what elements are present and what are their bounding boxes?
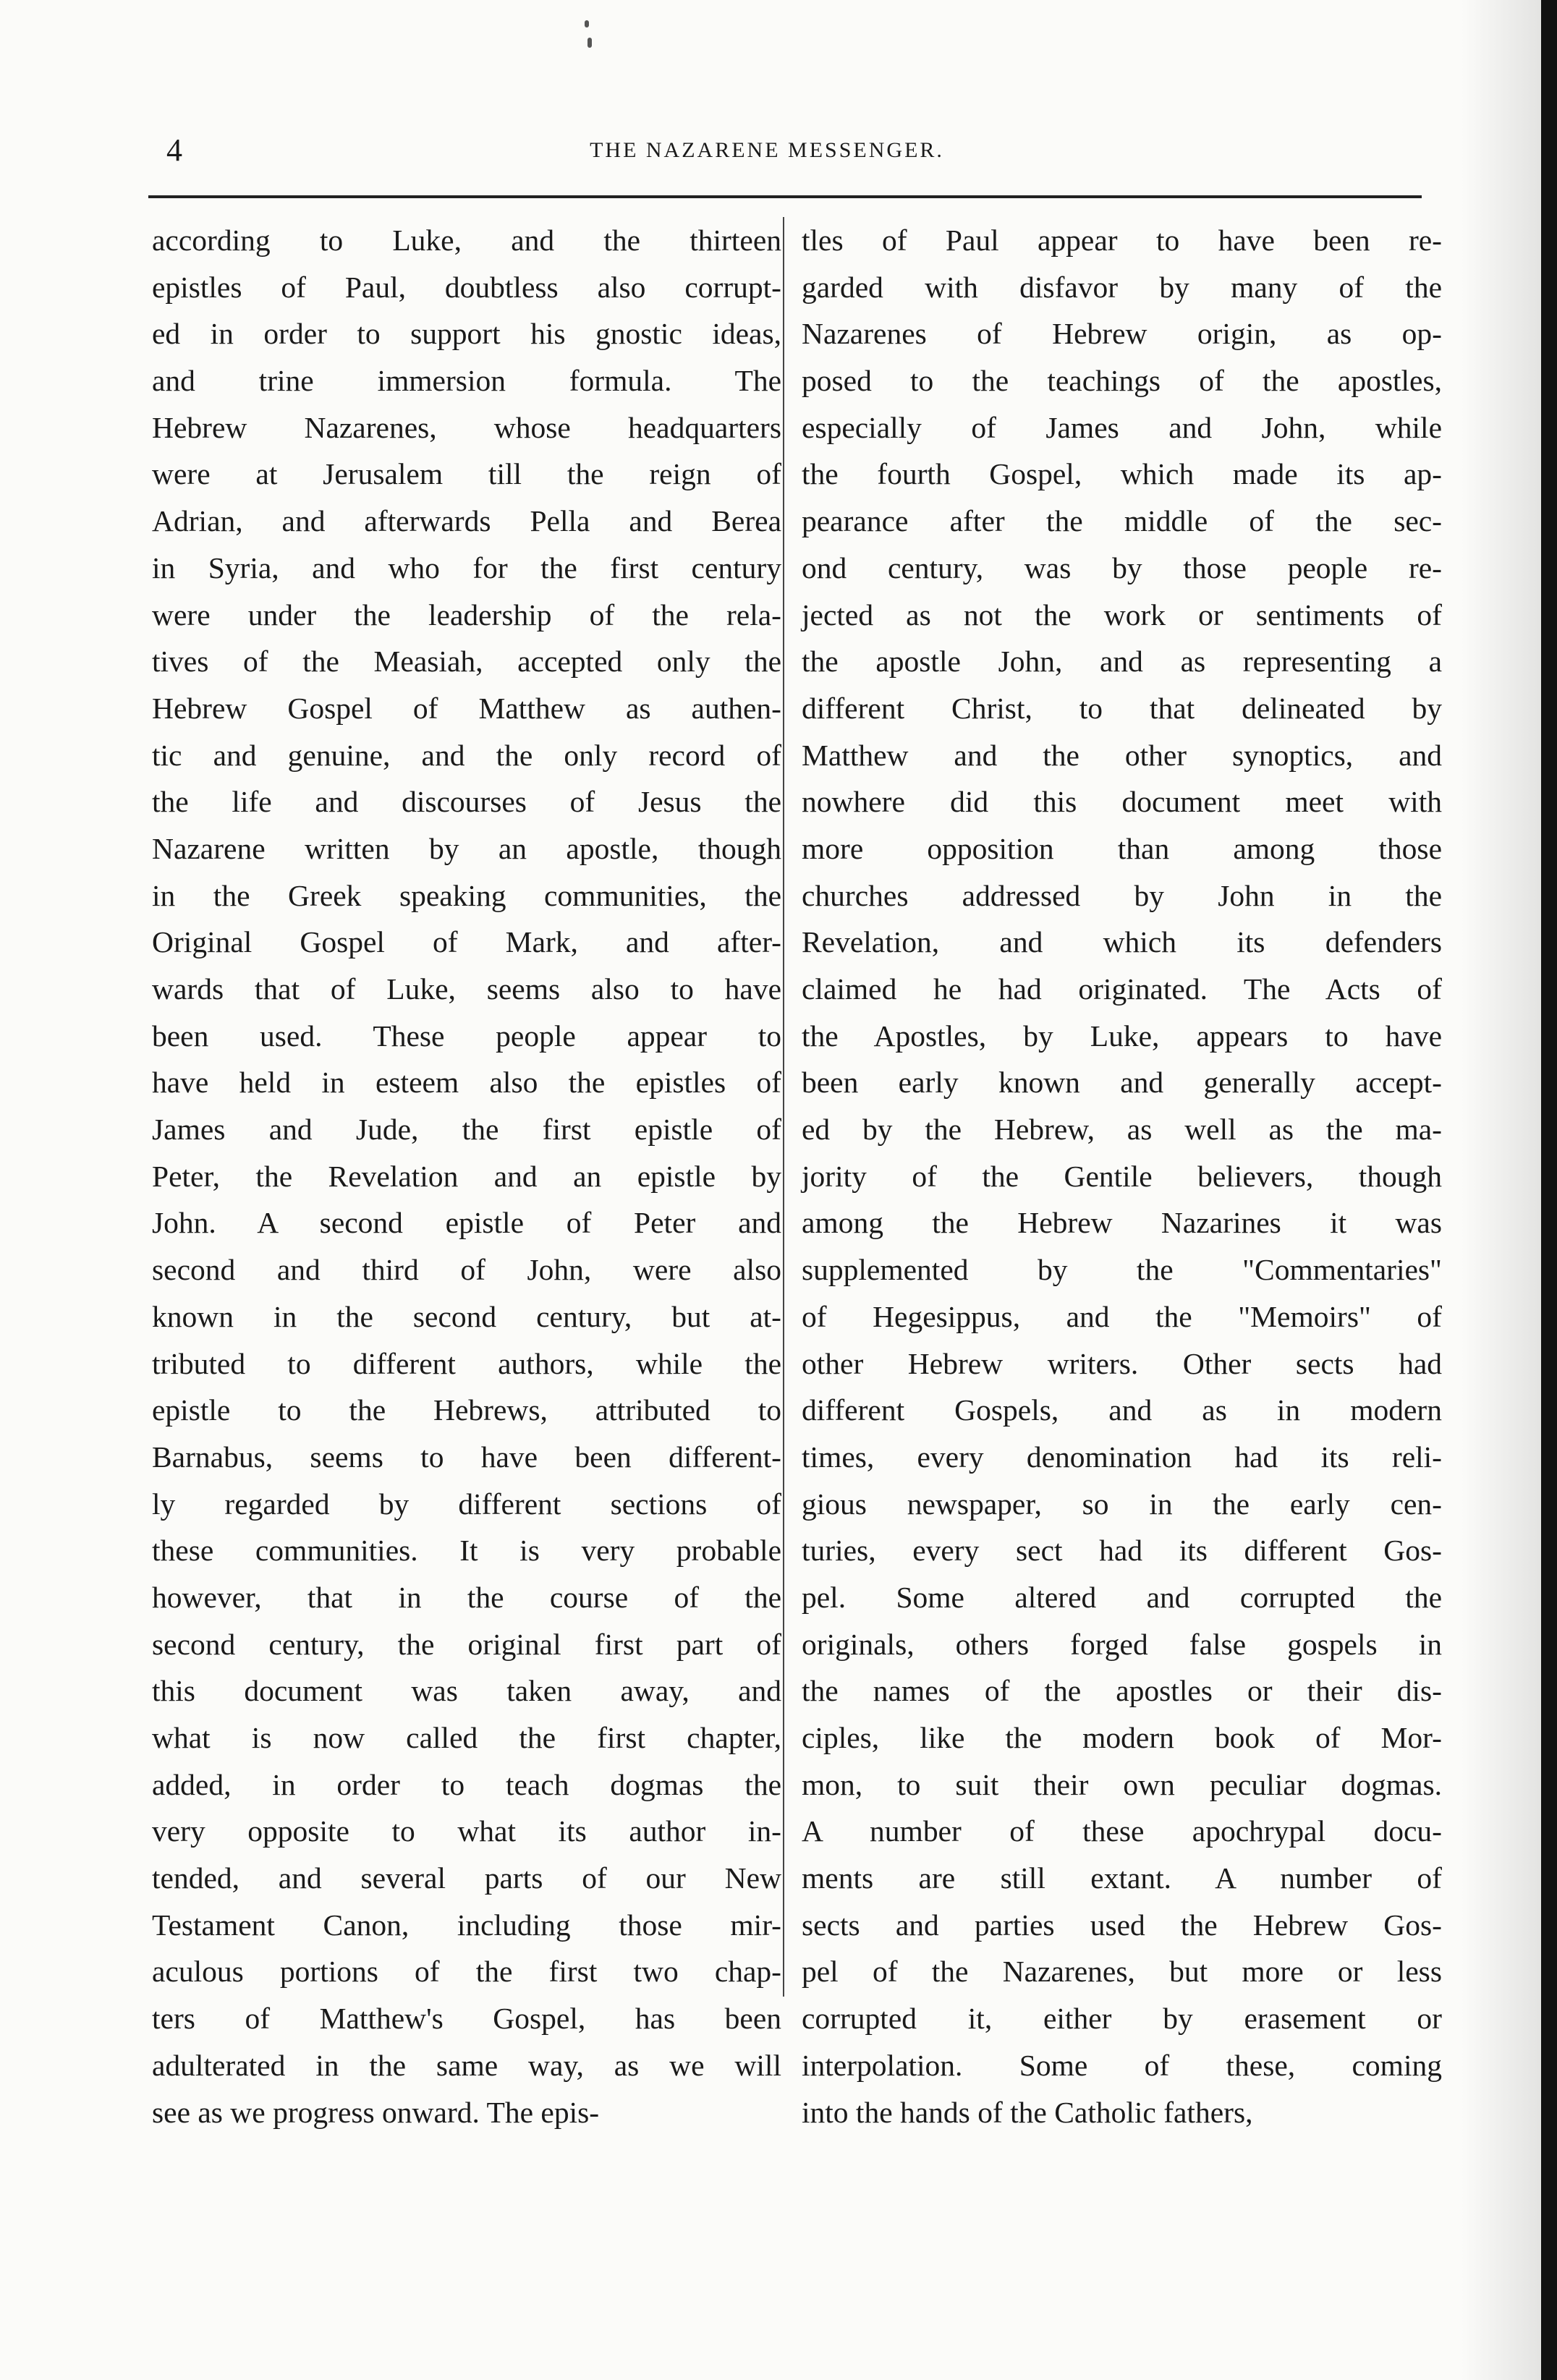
left-column <box>152 217 781 2135</box>
text-line: and trine immersion formula. The <box>152 364 781 398</box>
text-line: Matthew and the other synoptics, and <box>802 738 1442 772</box>
text-line: jority of the Gentile believers, though <box>802 1159 1442 1193</box>
text-line: different Christ, to that delineated by <box>802 691 1442 725</box>
text-line: ciples, like the modern book of Mor- <box>802 1721 1442 1754</box>
text-line: more opposition than among those <box>802 831 1442 865</box>
text-line: sects and parties used the Hebrew Gos- <box>802 1908 1442 1942</box>
right-column <box>802 217 1442 2135</box>
text-line: pearance after the middle of the sec- <box>802 504 1442 538</box>
text-line: pel. Some altered and corrupted the <box>802 1580 1442 1614</box>
text-line: garded with disfavor by many of the <box>802 270 1442 304</box>
text-line: the life and discourses of Jesus the <box>152 785 781 819</box>
text-line: times, every denomination had its reli- <box>802 1440 1442 1474</box>
scan-edge-bar <box>1541 0 1557 2380</box>
text-line: Nazarenes of Hebrew origin, as op- <box>802 317 1442 351</box>
text-line: Barnabus, seems to have been different- <box>152 1440 781 1474</box>
text-line: second and third of John, were also <box>152 1253 781 1287</box>
text-line: Testament Canon, including those mir- <box>152 1908 781 1942</box>
text-line: aculous portions of the first two chap- <box>152 1955 781 1989</box>
text-line: Original Gospel of Mark, and after- <box>152 925 781 959</box>
text-line: wards that of Luke, seems also to have <box>152 972 781 1006</box>
text-line: the Apostles, by Luke, appears to have <box>802 1019 1442 1053</box>
text-line: been early known and generally accept- <box>802 1066 1442 1100</box>
text-line: A number of these apochrypal docu- <box>802 1814 1442 1848</box>
text-line: John. A second epistle of Peter and <box>152 1206 781 1240</box>
text-line: in Syria, and who for the first century <box>152 551 781 585</box>
scan-speck <box>587 38 592 48</box>
text-line: ond century, was by those people re- <box>802 551 1442 585</box>
text-line: tives of the Measiah, accepted only the <box>152 645 781 679</box>
text-line: among the Hebrew Nazarines it was <box>802 1206 1442 1240</box>
text-line: ed in order to support his gnostic ideas, <box>152 317 781 351</box>
text-line: very opposite to what its author in- <box>152 1814 781 1848</box>
text-line: the fourth Gospel, which made its ap- <box>802 457 1442 491</box>
text-line: these communities. It is very probable <box>152 1534 781 1568</box>
text-line: see as we progress onward. The epis- <box>152 2095 600 2129</box>
page-number: 4 <box>166 132 182 168</box>
text-line: posed to the teachings of the apostles, <box>802 364 1442 398</box>
text-line: epistles of Paul, doubtless also corrupt- <box>152 270 781 304</box>
text-line: Adrian, and afterwards Pella and Berea <box>152 504 781 538</box>
text-line: tributed to different authors, while the <box>152 1346 781 1380</box>
text-line: ments are still extant. A number of <box>802 1861 1442 1895</box>
text-line: churches addressed by John in the <box>802 878 1442 912</box>
text-line: James and Jude, the first epistle of <box>152 1113 781 1147</box>
column-divider <box>783 217 784 1997</box>
header-rule <box>148 195 1422 198</box>
text-line: were under the leadership of the rela- <box>152 598 781 632</box>
text-line: interpolation. Some of these, coming <box>802 2048 1442 2082</box>
text-line: ters of Matthew's Gospel, has been <box>152 2002 781 2036</box>
text-line: claimed he had originated. The Acts of <box>802 972 1442 1006</box>
text-line: other Hebrew writers. Other sects had <box>802 1346 1442 1380</box>
text-line: Hebrew Nazarenes, whose headquarters <box>152 410 781 444</box>
text-line: epistle to the Hebrews, attributed to <box>152 1393 781 1427</box>
text-line: different Gospels, and as in modern <box>802 1393 1442 1427</box>
text-line: the names of the apostles or their dis- <box>802 1674 1442 1708</box>
text-line: according to Luke, and the thirteen <box>152 224 781 257</box>
text-line: originals, others forged false gospels in <box>802 1627 1442 1661</box>
text-line: the apostle John, and as representing a <box>802 645 1442 679</box>
text-line: gious newspaper, so in the early cen- <box>802 1487 1442 1521</box>
text-line: jected as not the work or sentiments of <box>802 598 1442 632</box>
text-line: mon, to suit their own peculiar dogmas. <box>802 1767 1442 1801</box>
text-line: turies, every sect had its different Gos- <box>802 1534 1442 1568</box>
text-line: Revelation, and which its defenders <box>802 925 1442 959</box>
text-line: were at Jerusalem till the reign of <box>152 457 781 491</box>
text-line: corrupted it, either by erasement or <box>802 2002 1442 2036</box>
text-line: especially of James and John, while <box>802 410 1442 444</box>
scan-edge-shadow <box>1461 0 1541 2380</box>
text-line: what is now called the first chapter, <box>152 1721 781 1754</box>
text-line: nowhere did this document meet with <box>802 785 1442 819</box>
text-line: adulterated in the same way, as we will <box>152 2048 781 2082</box>
text-line: Peter, the Revelation and an epistle by <box>152 1159 781 1193</box>
text-line: ly regarded by different sections of <box>152 1487 781 1521</box>
running-head: THE NAZARENE MESSENGER. <box>590 138 944 162</box>
text-line: in the Greek speaking communities, the <box>152 878 781 912</box>
text-line: tended, and several parts of our New <box>152 1861 781 1895</box>
text-line: supplemented by the "Commentaries" <box>802 1253 1442 1287</box>
text-line: added, in order to teach dogmas the <box>152 1767 781 1801</box>
page-header <box>152 129 1382 172</box>
text-line: Hebrew Gospel of Matthew as authen- <box>152 691 781 725</box>
text-line: tic and genuine, and the only record of <box>152 738 781 772</box>
text-line: however, that in the course of the <box>152 1580 781 1614</box>
text-line: Nazarene written by an apostle, though <box>152 831 781 865</box>
text-line: known in the second century, but at- <box>152 1299 781 1333</box>
text-line: ed by the Hebrew, as well as the ma- <box>802 1113 1442 1147</box>
text-line: of Hegesippus, and the "Memoirs" of <box>802 1299 1442 1333</box>
text-line: pel of the Nazarenes, but more or less <box>802 1955 1442 1989</box>
text-line: into the hands of the Catholic fathers, <box>802 2095 1253 2129</box>
text-line: tles of Paul appear to have been re- <box>802 224 1442 257</box>
text-line: this document was taken away, and <box>152 1674 781 1708</box>
text-line: second century, the original first part of <box>152 1627 781 1661</box>
text-line: have held in esteem also the epistles of <box>152 1066 781 1100</box>
scan-speck <box>585 20 589 27</box>
text-line: been used. These people appear to <box>152 1019 781 1053</box>
